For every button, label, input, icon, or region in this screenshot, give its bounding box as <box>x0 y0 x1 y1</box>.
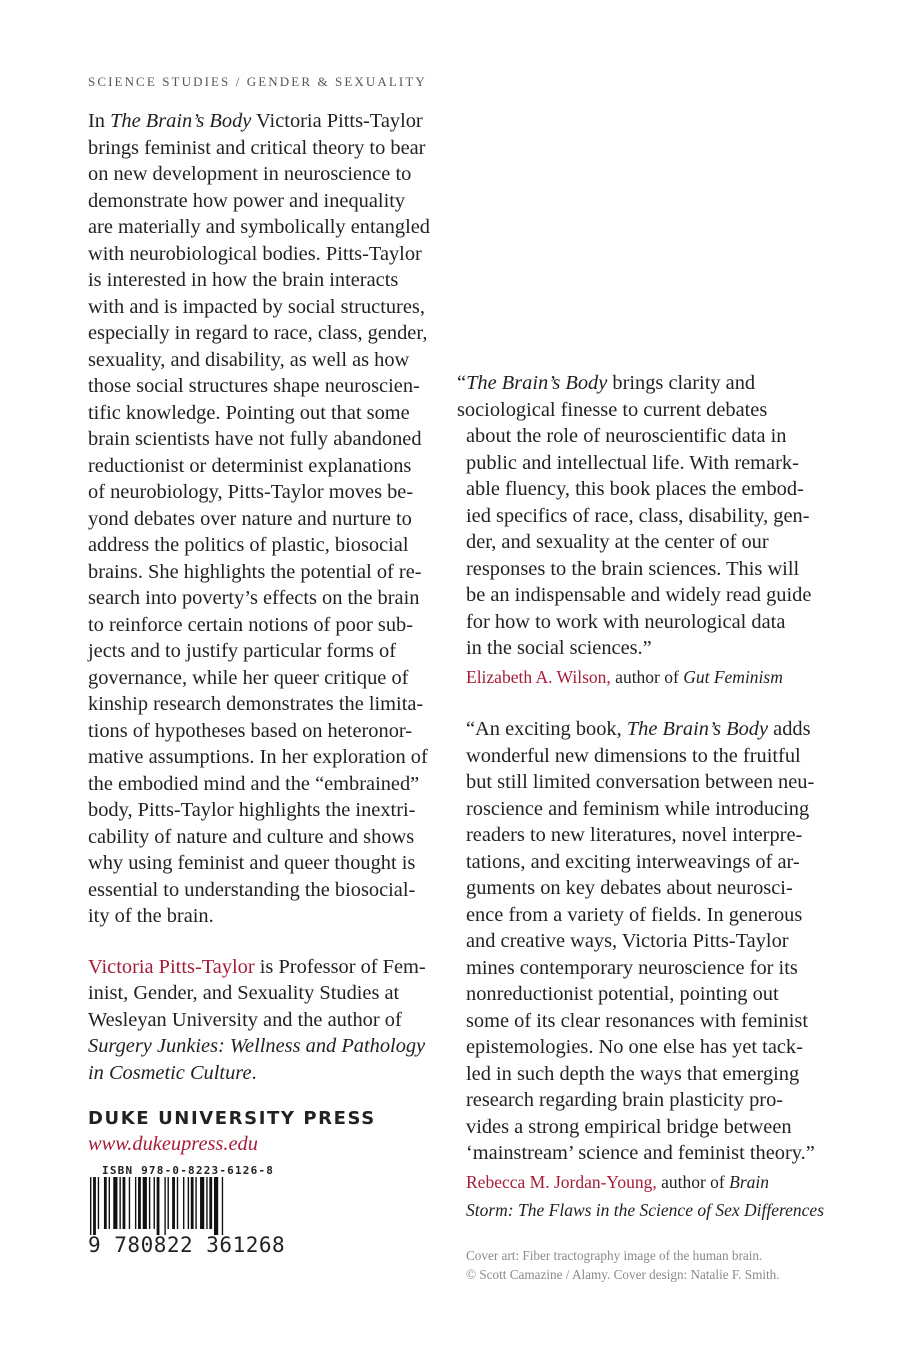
description-first-line <box>88 108 460 135</box>
barcode-bar <box>149 1177 150 1229</box>
publisher-name: DUKE UNIVERSITY PRESS <box>88 1108 376 1129</box>
barcode-bar <box>135 1177 136 1229</box>
publisher-url: www.dukeupress.edu <box>88 1133 258 1155</box>
text-line: about the role of neuroscientific data in <box>466 425 787 447</box>
author-other-book: Surgery Junkies: Wellness and Pathology <box>88 1035 426 1057</box>
text-line: body, Pitts-Taylor highlights the inextri- <box>88 799 416 821</box>
text-line: guments on key debates about neurosci- <box>466 877 793 899</box>
left-column <box>88 108 460 1257</box>
text-line: nonreductionist potential, pointing out <box>466 983 779 1005</box>
barcode-bar <box>222 1177 223 1235</box>
text-line: ied specifics of race, class, disability, gen- <box>466 504 810 527</box>
text-line: der, and sexuality at the center of our <box>466 531 769 553</box>
text-line: and creative ways, Victoria Pitts-Taylor <box>466 930 789 952</box>
text-span: is Professor of Fem- <box>254 955 426 978</box>
barcode-bar <box>129 1177 130 1229</box>
blurb-first-line <box>457 370 838 397</box>
text-line: tific knowledge. Pointing out that some <box>88 401 410 424</box>
text-line: be an indispensable and widely read guide <box>466 584 812 606</box>
text-line: led in such depth the ways that emerging <box>466 1062 800 1085</box>
book-description <box>88 108 460 930</box>
text-line: those social structures shape neuroscien- <box>88 375 420 397</box>
text-span: author of <box>656 1171 730 1192</box>
description-lines <box>88 135 460 930</box>
barcode-bar <box>168 1177 169 1229</box>
text-line: cability of nature and culture and shows <box>88 825 415 848</box>
blurb-author-work: Storm: The Flaws in the Science of Sex Differences <box>466 1200 825 1220</box>
author-other-book: in Cosmetic Culture <box>88 1061 252 1084</box>
text-line: brains. She highlights the potential of re- <box>88 560 422 583</box>
barcode-bar <box>157 1177 160 1235</box>
text-line: reductionist or determinist explanations <box>88 454 412 477</box>
book-title: The Brain’s Body <box>626 718 769 740</box>
text-line: are materially and symbolically entangled <box>88 216 430 238</box>
text-line: responses to the brain sciences. This will <box>466 557 800 580</box>
bio-line: Wesleyan University and the author of <box>88 1008 402 1031</box>
text-line: readers to new literatures, novel interpre- <box>466 824 803 846</box>
blurb-first-line <box>466 716 838 743</box>
author-bio <box>88 954 460 1087</box>
text-line: yond debates over nature and nurture to <box>88 507 412 530</box>
text-line: roscience and feminism while introducing <box>466 797 810 820</box>
text-line: address the politics of plastic, biosocial <box>88 534 409 556</box>
category-label: SCIENCE STUDIES / GENDER & SEXUALITY <box>88 74 427 89</box>
text-line: on new development in neuroscience to <box>88 163 412 185</box>
blurb-author: Elizabeth A. Wilson, <box>466 666 611 687</box>
text-line: why using feminist and queer thought is <box>88 852 416 874</box>
text-line: demonstrate how power and inequality <box>88 189 406 212</box>
barcode-bar <box>172 1177 175 1229</box>
credit-line: Cover art: Fiber tractography image of the human brain. <box>466 1247 763 1263</box>
text-span: brings clarity and <box>607 372 756 394</box>
text-line: mines contemporary neuroscience for its <box>466 956 798 979</box>
barcode-bar <box>200 1177 204 1229</box>
barcode <box>88 1164 286 1257</box>
text-line: the embodied mind and the “embrained” <box>88 772 420 795</box>
text-line: epistemologies. No one else has yet tack- <box>466 1036 803 1058</box>
text-line: vides a strong empirical bridge between <box>466 1115 792 1138</box>
text-line: is interested in how the brain interacts <box>88 269 399 291</box>
text-line: to reinforce certain notions of poor sub- <box>88 613 414 636</box>
credit-line: © Scott Camazine / Alamy. Cover design: Natalie F. Smith. <box>466 1266 780 1282</box>
blurb-attribution <box>466 664 838 691</box>
barcode-bar <box>154 1177 155 1229</box>
barcode-bars <box>88 1177 268 1235</box>
book-title: The Brain’s Body <box>466 372 608 394</box>
text-line: brings feminist and critical theory to bear <box>88 136 426 159</box>
text-span: Victoria Pitts-Taylor <box>251 110 423 132</box>
barcode-bar <box>164 1177 165 1235</box>
isbn-digits: 9 780822 361268 <box>88 1233 286 1257</box>
text-line: with neurobiological bodies. Pitts-Taylor <box>88 242 422 265</box>
text-line: search into poverty’s effects on the brain <box>88 587 420 609</box>
barcode-bar <box>93 1177 96 1235</box>
bio-line: inist, Gender, and Sexuality Studies at <box>88 982 400 1004</box>
barcode-bar <box>123 1177 126 1229</box>
text-span: “An exciting book, <box>466 718 627 740</box>
blurb-2 <box>466 716 838 1224</box>
text-span: . <box>251 1061 257 1084</box>
barcode-bar <box>90 1177 91 1235</box>
barcode-bar <box>188 1177 189 1229</box>
barcode-bar <box>209 1177 212 1229</box>
barcode-bar <box>206 1177 207 1229</box>
blurb-author: Rebecca M. Jordan-Young, <box>466 1171 657 1192</box>
text-line: in the social sciences.” <box>466 637 652 659</box>
text-line: essential to understanding the biosocial- <box>88 878 416 901</box>
barcode-bar <box>98 1177 99 1229</box>
text-line: governance, while her queer critique of <box>88 666 409 689</box>
text-line: able fluency, this book places the embod- <box>466 478 804 500</box>
barcode-bar <box>113 1177 117 1229</box>
book-title: The Brain’s Body <box>110 110 252 132</box>
text-line: of neurobiology, Pitts-Taylor moves be- <box>88 481 414 503</box>
text-line: sociological finesse to current debates <box>457 398 768 421</box>
text-span: “ <box>457 372 467 394</box>
text-line: jects and to justify particular forms of <box>88 640 397 662</box>
text-line: especially in regard to race, class, gender, <box>88 322 428 344</box>
barcode-bar <box>183 1177 184 1229</box>
barcode-bar <box>138 1177 141 1229</box>
bio-line <box>88 954 460 981</box>
text-line: ‘mainstream’ science and feminist theory.” <box>466 1142 815 1164</box>
blurb-author-work: Brain <box>729 1171 769 1192</box>
text-line: wonderful new dimensions to the fruitful <box>466 744 801 767</box>
text-line: some of its clear resonances with feminist <box>466 1009 809 1032</box>
text-line: brain scientists have not fully abandoned <box>88 428 422 450</box>
text-line: kinship research demonstrates the limita- <box>88 693 424 715</box>
barcode-bar <box>119 1177 120 1229</box>
bio-line <box>88 1060 460 1087</box>
right-column <box>457 370 838 1284</box>
text-line: with and is impacted by social structures, <box>88 295 425 318</box>
text-line: research regarding brain plasticity pro- <box>466 1089 784 1111</box>
text-line: but still limited conversation between neu- <box>466 771 815 793</box>
isbn-label: ISBN 978-0-8223-6126-8 <box>102 1164 275 1177</box>
text-line: tations, and exciting interweavings of ar- <box>466 850 800 873</box>
text-line: public and intellectual life. With remark- <box>466 451 799 474</box>
barcode-bar <box>143 1177 147 1229</box>
text-line: sexuality, and disability, as well as how <box>88 348 410 371</box>
text-line: ity of the brain. <box>88 905 214 927</box>
blurb-1 <box>457 370 838 690</box>
author-name: Victoria Pitts-Taylor <box>88 955 255 978</box>
barcode-bar <box>177 1177 178 1229</box>
text-line: mative assumptions. In her exploration of <box>88 746 428 768</box>
cover-credits <box>466 1246 838 1284</box>
blurb-lines <box>466 743 838 1167</box>
text-span: author of <box>610 666 684 687</box>
text-span: In <box>88 110 111 132</box>
barcode-bar <box>191 1177 194 1229</box>
text-span: adds <box>768 718 811 740</box>
barcode-bar <box>195 1177 196 1229</box>
blurb-author-work: Gut Feminism <box>683 666 783 687</box>
barcode-bar <box>104 1177 107 1229</box>
blurb-attribution <box>466 1169 838 1196</box>
text-line: tions of hypotheses based on heteronor- <box>88 719 413 742</box>
barcode-bar <box>214 1177 218 1235</box>
blurb-lines <box>457 397 838 662</box>
text-line: ence from a variety of fields. In generous <box>466 903 803 926</box>
text-line: for how to work with neurological data <box>466 610 786 633</box>
barcode-bar <box>109 1177 110 1229</box>
